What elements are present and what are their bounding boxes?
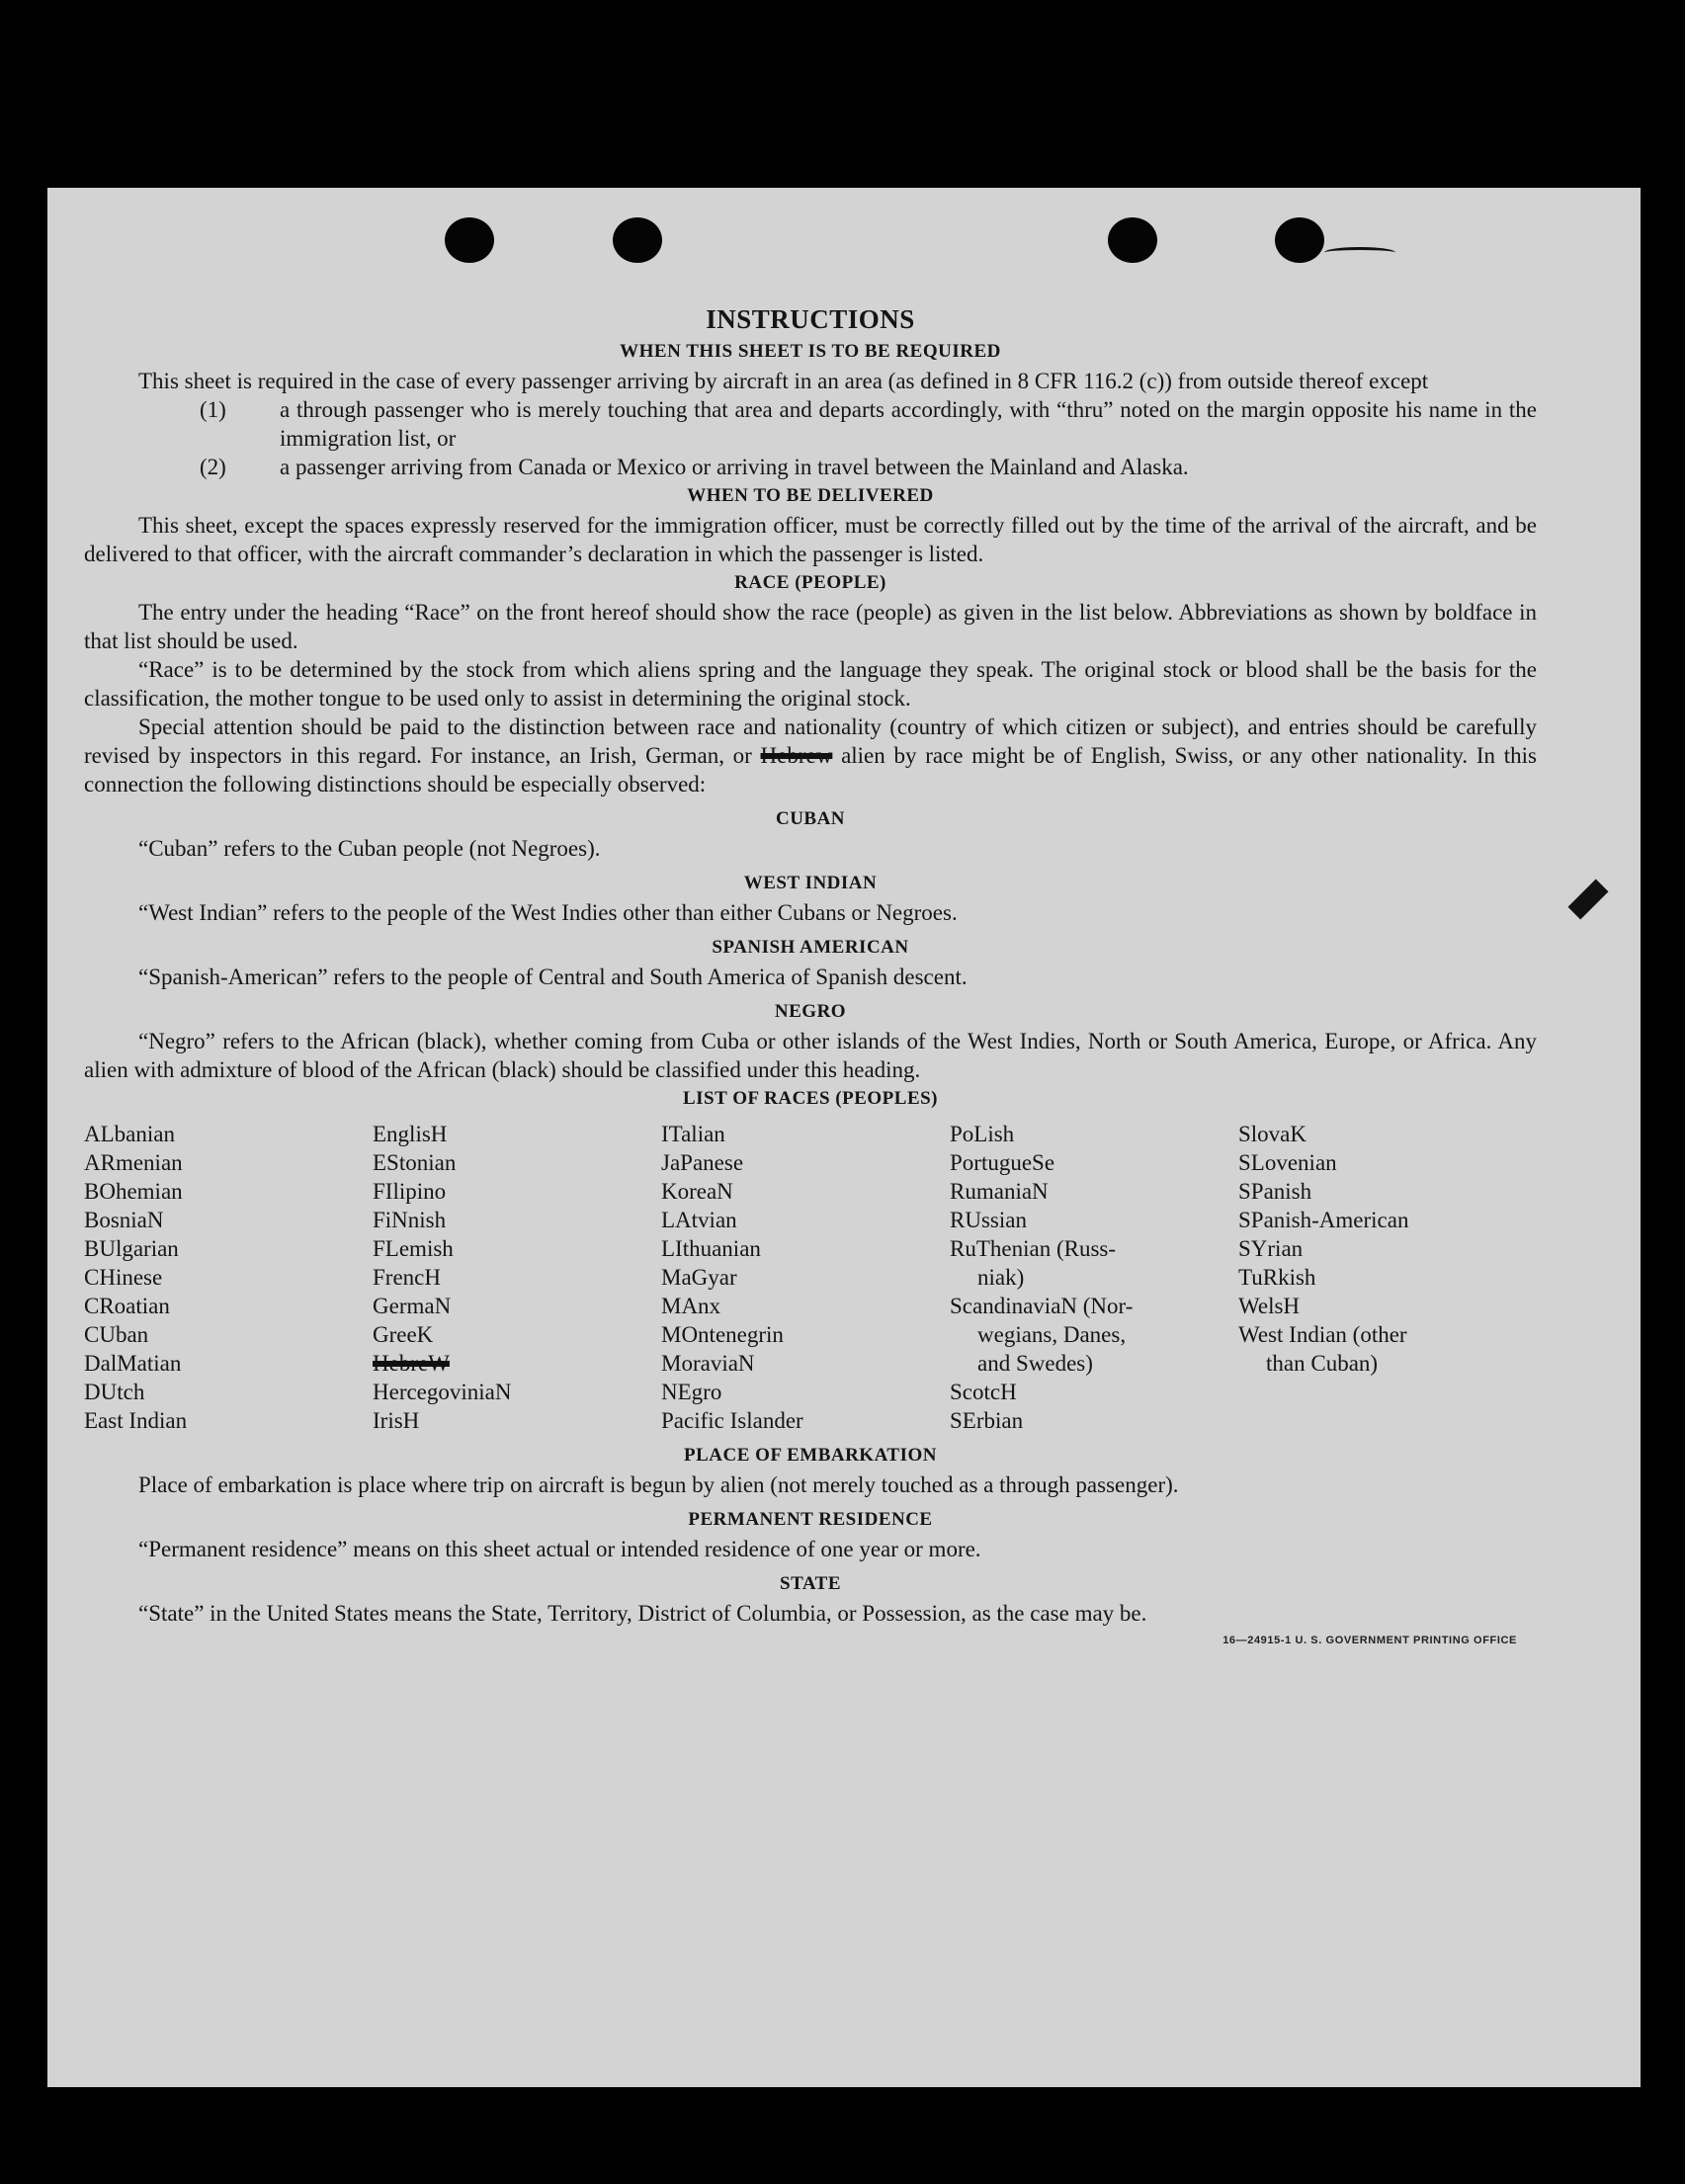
race-entry: East Indian [84,1408,188,1433]
instructions-body [84,304,1537,1646]
race-entry: MAnx [661,1294,721,1318]
race-entry: Pacific Islander [661,1408,803,1433]
embarkation-text: Place of embarkation is place where trip on aircraft is begun by alien (not merely touched as a through passenger). [138,1472,1179,1497]
race-entry: MoraviaN [661,1351,755,1376]
race-entry: ScandinaviaN (Nor- [950,1294,1134,1318]
when-required-intro: This sheet is required in the case of every passenger arriving by aircraft in an area (as defined in 8 CFR 116.2 (c)) from outside thereof except [138,369,1429,393]
section-heading-list-of-races: LIST OF RACES (PEOPLES) [682,1088,939,1109]
when-delivered-text: This sheet, except the spaces expressly reserved for the immigration officer, must be correctly filled out by the time of the arrival of the aircraft, and be delivered to that officer, with the aircraft commander’s declaration in which the passenger is listed. [84,513,1537,566]
race-entry: West Indian (other [1238,1322,1407,1347]
section-heading-cuban: CUBAN [775,808,846,829]
race-entry: SlovaK [1238,1122,1306,1146]
race-entry: DUtch [84,1380,145,1404]
punch-hole [1275,217,1324,263]
race-entry: ScotcH [950,1380,1017,1404]
spanish-american-text: “Spanish-American” refers to the people of Central and South America of Spanish descent. [138,965,968,989]
section-heading-embarkation: PLACE OF EMBARKATION [684,1445,937,1466]
race-entry: IrisH [373,1408,420,1433]
punch-hole [613,217,662,263]
punch-hole [1108,217,1157,263]
races-column-2 [373,1120,661,1435]
race-entry: JaPanese [661,1150,744,1175]
race-entry: HercegoviniaN [373,1380,512,1404]
document-sheet [47,188,1641,2087]
item-number: (1) [200,397,226,422]
races-column-4 [950,1120,1238,1435]
race-entry: BosniaN [84,1208,164,1232]
race-entry: SLovenian [1238,1150,1337,1175]
race-entry-struck [373,1349,661,1378]
race-entry: WelsH [1238,1294,1301,1318]
section-heading-when-delivered: WHEN TO BE DELIVERED [687,485,934,506]
race-paragraph-3 [84,713,1537,798]
race-entry: MaGyar [661,1265,737,1290]
race-entry: BUlgarian [84,1236,179,1261]
race-entry: TuRkish [1238,1265,1316,1290]
state-text: “State” in the United States means the State, Territory, District of Columbia, or Possession, as the case may be. [138,1601,1147,1626]
race-entry: EStonian [373,1150,457,1175]
section-heading-state: STATE [780,1573,841,1594]
race-paragraph-3-part-a: Special attention should be paid to the distinction between race and nationality (country of which citizen or subject), and entries should be carefully revised by inspectors in this regard. For instance, an Irish, German, or [84,714,1537,768]
cuban-text: “Cuban” refers to the Cuban people (not Negroes). [138,836,601,861]
races-column-5 [1238,1120,1537,1435]
residence-text: “Permanent residence” means on this sheet actual or intended residence of one year or more. [138,1537,981,1561]
section-heading-west-indian: WEST INDIAN [743,873,878,893]
race-entry: PortugueSe [950,1150,1055,1175]
race-entry: FiNnish [373,1208,447,1232]
section-heading-spanish-american: SPANISH AMERICAN [712,937,909,958]
race-entry: FrencH [373,1265,441,1290]
race-entry-continued: and Swedes) [977,1351,1093,1376]
race-entry: GreeK [373,1322,434,1347]
item-text: a passenger arriving from Canada or Mexico or arriving in travel between the Mainland and Alaska. [280,455,1189,479]
west-indian-text: “West Indian” refers to the people of the West Indies other than either Cubans or Negroes. [138,900,958,925]
race-entry: FLemish [373,1236,454,1261]
struck-word: Hebrew [760,743,833,768]
race-entry: CHinese [84,1265,163,1290]
race-entry: SYrian [1238,1236,1304,1261]
race-entry: LIthuanian [661,1236,761,1261]
race-entry: ARmenian [84,1150,183,1175]
race-entry: CUban [84,1322,149,1347]
exception-item [84,453,1537,481]
race-entry: RumaniaN [950,1179,1049,1204]
race-entry: NEgro [661,1380,722,1404]
printer-imprint: 16—24915-1 U. S. GOVERNMENT PRINTING OFFICE [1222,1635,1517,1646]
races-list [84,1120,1537,1435]
race-entry: RUssian [950,1208,1027,1232]
races-column-1 [84,1120,373,1435]
exception-item [84,395,1537,453]
race-entry: MOntenegrin [661,1322,784,1347]
race-paragraph-1: The entry under the heading “Race” on the front hereof should show the race (people) as given in the list below. Abbreviations as shown by boldface in that list should be used. [84,600,1537,653]
race-entry: CRoatian [84,1294,170,1318]
ink-mark [1567,879,1608,919]
state-block [84,1599,1537,1646]
race-entry: KoreaN [661,1179,733,1204]
punch-hole [445,217,494,263]
section-heading-when-required: WHEN THIS SHEET IS TO BE REQUIRED [620,341,1001,362]
race-entry: RuThenian (Russ- [950,1236,1117,1261]
item-text: a through passenger who is merely touching that area and departs accordingly, with “thru” noted on the margin opposite his name in the immigration list, or [280,397,1537,451]
race-entry: FIlipino [373,1179,447,1204]
races-column-3 [661,1120,950,1435]
race-entry: ITalian [661,1122,725,1146]
race-entry: SPanish [1238,1179,1312,1204]
ink-scratch [1324,247,1395,258]
race-entry: BOhemian [84,1179,183,1204]
race-entry-continued: than Cuban) [1266,1351,1379,1376]
race-entry: SErbian [950,1408,1024,1433]
race-entry: LAtvian [661,1208,737,1232]
race-entry: SPanish-American [1238,1208,1409,1232]
race-entry: DalMatian [84,1351,182,1376]
race-entry: ALbanian [84,1122,175,1146]
section-heading-negro: NEGRO [774,1001,847,1022]
item-number: (2) [200,455,226,479]
section-heading-race: RACE (PEOPLE) [734,572,886,593]
race-entry: EnglisH [373,1122,448,1146]
race-entry: GermaN [373,1294,452,1318]
section-heading-residence: PERMANENT RESIDENCE [688,1509,933,1530]
race-entry-continued: wegians, Danes, [977,1322,1127,1347]
struck-race: HebreW [373,1351,450,1376]
race-paragraph-3-part-b: alien by race might be of English, Swiss, or any other nationality. In this connection the following distinctions should be especially observed: [84,743,1537,797]
race-entry: PoLish [950,1122,1015,1146]
exception-list [84,395,1537,481]
race-entry-continued: niak) [977,1265,1025,1290]
race-paragraph-2: “Race” is to be determined by the stock from which aliens spring and the language they speak. The original stock or blood shall be the basis for the classification, the mother tongue to be used only to assist in determining the original stock. [84,657,1537,711]
negro-text: “Negro” refers to the African (black), whether coming from Cuba or other islands of the West Indies, North or South America, Europe, or Africa. Any alien with admixture of blood of the African (black) should be classified under this heading. [84,1029,1537,1082]
page-title: INSTRUCTIONS [706,304,915,334]
